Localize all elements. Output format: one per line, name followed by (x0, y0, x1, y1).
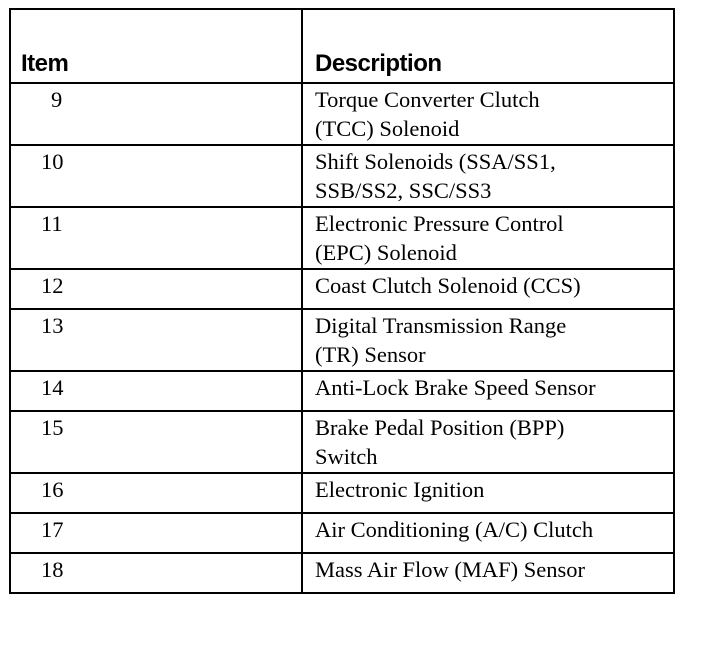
header-description: Description (302, 9, 674, 83)
table-row (10, 371, 674, 411)
item-description: Shift Solenoids (SSA/SS1, SSB/SS2, SSC/SS3 (302, 145, 674, 207)
table-row (10, 411, 674, 473)
item-description: Brake Pedal Position (BPP) Switch (302, 411, 674, 473)
item-number: 13 (10, 309, 302, 371)
item-number: 16 (10, 473, 302, 513)
item-number: 10 (10, 145, 302, 207)
item-description: Digital Transmission Range (TR) Sensor (302, 309, 674, 371)
item-description: Torque Converter Clutch (TCC) Solenoid (302, 83, 674, 145)
item-number: 17 (10, 513, 302, 553)
item-number: 15 (10, 411, 302, 473)
item-description: Mass Air Flow (MAF) Sensor (302, 553, 674, 593)
item-number: 14 (10, 371, 302, 411)
table-row (10, 473, 674, 513)
table-row (10, 513, 674, 553)
header-item: Item (10, 9, 302, 83)
item-number: 9 (10, 83, 302, 145)
table-row (10, 207, 674, 269)
table-row (10, 269, 674, 309)
item-description: Electronic Pressure Control (EPC) Solenoid (302, 207, 674, 269)
item-number: 11 (10, 207, 302, 269)
table-row (10, 83, 674, 145)
table-header-row (10, 9, 674, 83)
item-description: Anti-Lock Brake Speed Sensor (302, 371, 674, 411)
item-description: Electronic Ignition (302, 473, 674, 513)
item-description: Air Conditioning (A/C) Clutch (302, 513, 674, 553)
component-table (9, 8, 675, 594)
table-row (10, 553, 674, 593)
item-description: Coast Clutch Solenoid (CCS) (302, 269, 674, 309)
item-number: 12 (10, 269, 302, 309)
table-row (10, 309, 674, 371)
item-number: 18 (10, 553, 302, 593)
table-row (10, 145, 674, 207)
